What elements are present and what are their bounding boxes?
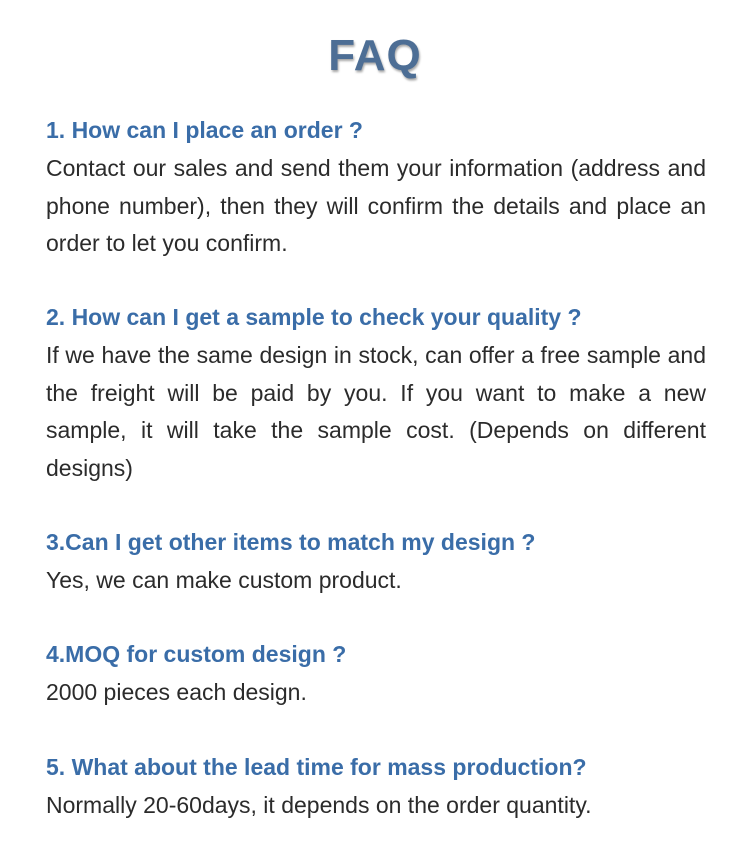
faq-item	[46, 114, 706, 263]
faq-item	[46, 301, 706, 487]
faq-item	[46, 751, 706, 825]
faq-question: 4.MOQ for custom design ?	[46, 641, 347, 667]
faq-item	[46, 638, 706, 712]
faq-question: 5. What about the lead time for mass production?	[46, 754, 587, 780]
faq-answer: Contact our sales and send them your information (address and phone number), then they will confirm the details and place an order to let you confirm.	[46, 155, 706, 256]
faq-question: 3.Can I get other items to match my design ?	[46, 529, 536, 555]
faq-answer: Yes, we can make custom product.	[46, 567, 402, 593]
faq-item	[46, 526, 706, 600]
faq-answer: 2000 pieces each design.	[46, 679, 307, 705]
faq-question: 1. How can I place an order ?	[46, 117, 363, 143]
faq-answer: Normally 20-60days, it depends on the order quantity.	[46, 792, 592, 818]
faq-answer: If we have the same design in stock, can offer a free sample and the freight will be paid by you. If you want to make a new sample, it will take the sample cost. (Depends on different designs)	[46, 342, 706, 481]
faq-question: 2. How can I get a sample to check your quality ?	[46, 304, 582, 330]
page-title: FAQ	[328, 31, 422, 80]
